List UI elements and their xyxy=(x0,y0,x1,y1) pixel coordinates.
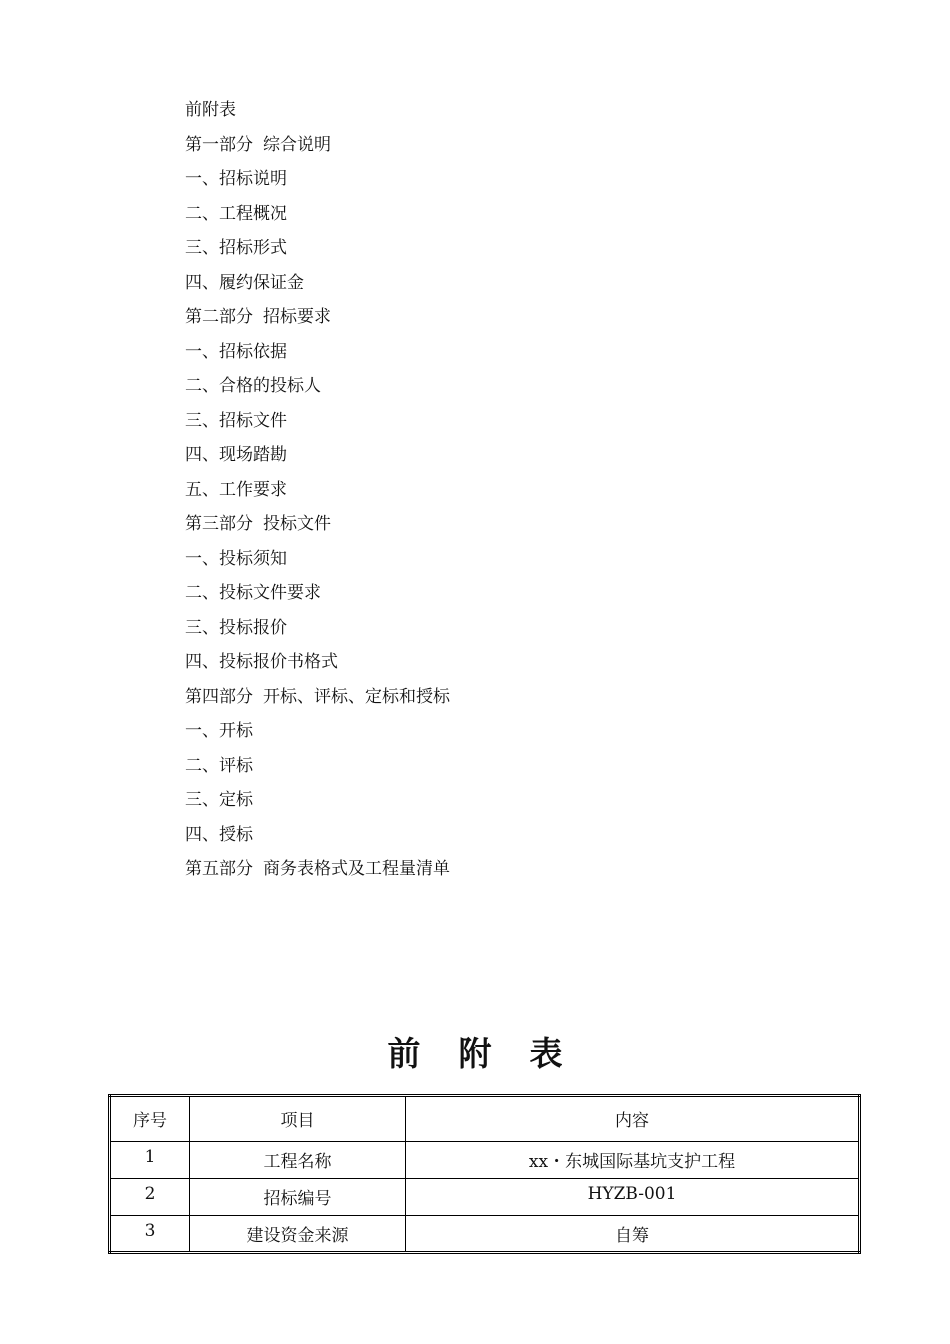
toc-item[interactable]: 一、招标说明 xyxy=(185,169,287,189)
table-cell-item: 招标编号 xyxy=(190,1179,406,1216)
toc-part-heading[interactable]: 第三部分 投标文件 xyxy=(185,514,331,534)
annex-table-title: 前附表 xyxy=(387,1034,601,1073)
table-cell-item: 建设资金来源 xyxy=(190,1216,406,1253)
toc-part-heading[interactable]: 第一部分 综合说明 xyxy=(185,134,331,155)
toc-item[interactable]: 四、投标报价书格式 xyxy=(185,652,338,672)
table-cell-content: HYZB-001 xyxy=(406,1179,860,1216)
toc-item[interactable]: 四、现场踏勘 xyxy=(185,445,287,465)
column-header-index: 序号 xyxy=(110,1096,190,1142)
toc-item[interactable]: 三、投标报价 xyxy=(185,617,287,638)
toc-part-heading[interactable]: 第二部分 招标要求 xyxy=(185,307,331,327)
toc-item[interactable]: 一、招标依据 xyxy=(185,341,287,362)
toc-part-heading[interactable]: 第五部分 商务表格式及工程量清单 xyxy=(185,859,450,879)
annex-table xyxy=(108,1094,861,1254)
toc-item[interactable]: 一、投标须知 xyxy=(185,548,287,569)
column-header-item: 项目 xyxy=(190,1096,406,1142)
toc-item[interactable]: 三、招标文件 xyxy=(185,410,287,431)
table-cell-index: 3 xyxy=(110,1216,190,1253)
toc-item[interactable]: 二、投标文件要求 xyxy=(185,583,321,603)
toc-item[interactable]: 前附表 xyxy=(185,100,236,120)
table-row xyxy=(110,1179,860,1216)
table-cell-item: 工程名称 xyxy=(190,1142,406,1179)
toc-item[interactable]: 四、授标 xyxy=(185,824,253,845)
column-header-content: 内容 xyxy=(406,1096,860,1142)
toc-item[interactable]: 二、工程概况 xyxy=(185,203,287,224)
toc-item[interactable]: 二、合格的投标人 xyxy=(185,376,321,396)
toc-item[interactable]: 五、工作要求 xyxy=(185,479,287,500)
toc-item[interactable]: 四、履约保证金 xyxy=(185,272,304,293)
toc-item[interactable]: 三、定标 xyxy=(185,790,253,810)
table-cell-content: xx・东城国际基坑支护工程 xyxy=(406,1142,860,1179)
table-of-contents xyxy=(185,96,785,890)
table-row xyxy=(110,1216,860,1253)
table-header-row xyxy=(110,1096,860,1142)
toc-item[interactable]: 三、招标形式 xyxy=(185,238,287,258)
toc-item[interactable]: 二、评标 xyxy=(185,755,253,776)
table-cell-index: 2 xyxy=(110,1179,190,1216)
toc-item[interactable]: 一、开标 xyxy=(185,721,253,741)
toc-part-heading[interactable]: 第四部分 开标、评标、定标和授标 xyxy=(185,686,450,707)
table-row xyxy=(110,1142,860,1179)
table-cell-index: 1 xyxy=(110,1142,190,1179)
table-cell-content: 自筹 xyxy=(406,1216,860,1253)
